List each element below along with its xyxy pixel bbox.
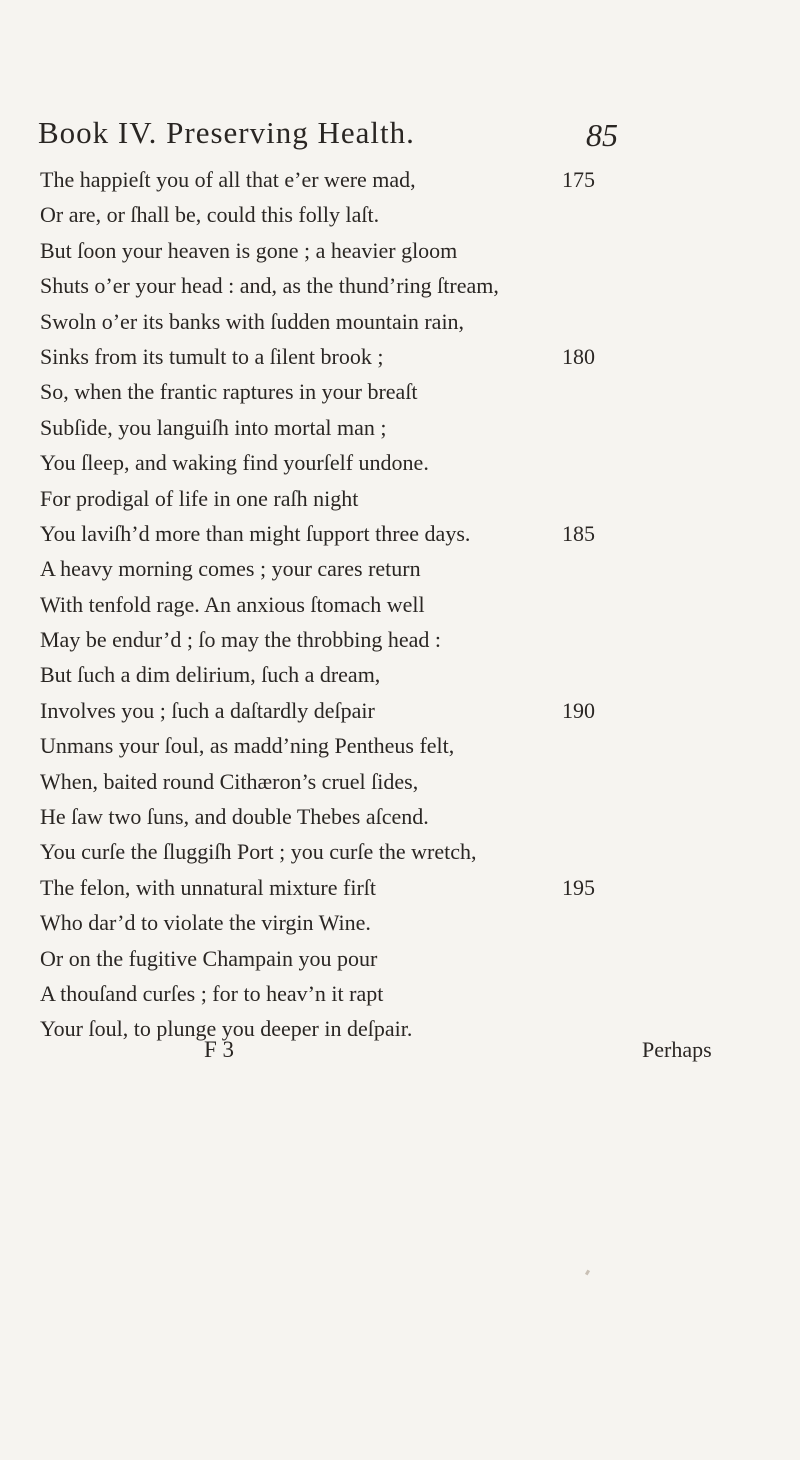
- verse-line: [40, 799, 780, 834]
- verse-line-text: Involves you ; ſuch a daſtardly deſpair: [40, 697, 375, 723]
- verse-line: [40, 233, 780, 268]
- verse-line: [40, 728, 780, 763]
- verse-line-text: He ſaw two ſuns, and double Thebes aſcend.: [40, 804, 429, 830]
- verse-line: [40, 834, 780, 869]
- verse-line-text: When, baited round Cithæron’s cruel ſides,: [40, 768, 419, 794]
- verse-line-text: With tenfold rage. An anxious ſtomach well: [40, 591, 425, 617]
- verse-line: [40, 268, 780, 303]
- verse-line: [40, 339, 780, 374]
- verse-line: [40, 374, 780, 409]
- line-number: 195: [562, 874, 595, 900]
- verse-line-text: A heavy morning comes ; your cares return: [40, 556, 421, 582]
- verse-line-text: You laviſh’d more than might ſupport three days.: [40, 520, 471, 546]
- line-number: 180: [562, 343, 595, 369]
- catchword: Perhaps: [642, 1037, 712, 1062]
- verse-line: [40, 516, 780, 551]
- verse-block: [40, 162, 780, 1047]
- verse-line-text: So, when the frantic raptures in your breaſt: [40, 379, 418, 405]
- verse-line-text: You ſleep, and waking find yourſelf undone.: [40, 450, 429, 476]
- verse-line: [40, 764, 780, 799]
- verse-line-text: Your ſoul, to plunge you deeper in deſpair.: [40, 1016, 413, 1042]
- verse-line: [40, 941, 780, 976]
- verse-line-text: The felon, with unnatural mixture firſt: [40, 874, 377, 900]
- verse-line: [40, 197, 780, 232]
- verse-line-text: May be endur’d ; ſo may the throbbing head :: [40, 627, 441, 653]
- verse-line-text: You curſe the ſluggiſh Port ; you curſe the wretch,: [40, 839, 477, 865]
- verse-line-text: For prodigal of life in one raſh night: [40, 485, 359, 511]
- page-footer: [0, 1037, 800, 1077]
- verse-line: [40, 410, 780, 445]
- verse-line-text: Swoln o’er its banks with ſudden mountain rain,: [40, 308, 465, 334]
- verse-line-text: A thouſand curſes ; for to heav’n it rapt: [40, 980, 384, 1006]
- verse-line-text: But ſuch a dim delirium, ſuch a dream,: [40, 662, 381, 688]
- line-number: 175: [562, 167, 595, 192]
- verse-line-text: The happieſt you of all that e’er were mad,: [40, 167, 416, 192]
- verse-line-text: Or are, or ſhall be, could this folly laſt.: [40, 202, 380, 228]
- verse-line-text: Unmans your ſoul, as madd’ning Pentheus felt,: [40, 733, 455, 759]
- verse-line: [40, 304, 780, 339]
- verse-line: [40, 162, 780, 197]
- verse-line-text: Sinks from its tumult to a ſilent brook ;: [40, 343, 384, 369]
- page-header: [38, 115, 618, 165]
- verse-line: [40, 976, 780, 1011]
- paper-speck: [585, 1270, 590, 1276]
- verse-line: [40, 481, 780, 516]
- line-number: 185: [562, 520, 595, 546]
- verse-line: [40, 622, 780, 657]
- verse-line: [40, 905, 780, 940]
- verse-line: [40, 870, 780, 905]
- verse-line: [40, 693, 780, 728]
- verse-line-text: Subſide, you languiſh into mortal man ;: [40, 414, 387, 440]
- verse-line: [40, 445, 780, 480]
- verse-line: [40, 551, 780, 586]
- verse-line-text: Who dar’d to violate the virgin Wine.: [40, 910, 371, 936]
- verse-line-text: But ſoon your heaven is gone ; a heavier gloom: [40, 237, 458, 263]
- verse-line: [40, 587, 780, 622]
- signature-mark: F 3: [204, 1037, 235, 1062]
- running-title: Book IV. Preserving Health.: [38, 115, 415, 150]
- line-number: 190: [562, 697, 595, 723]
- verse-line: [40, 657, 780, 692]
- verse-line-text: Shuts o’er your head : and, as the thund’ring ſtream,: [40, 273, 499, 299]
- verse-line-text: Or on the fugitive Champain you pour: [40, 945, 378, 971]
- page-number: 85: [586, 117, 618, 153]
